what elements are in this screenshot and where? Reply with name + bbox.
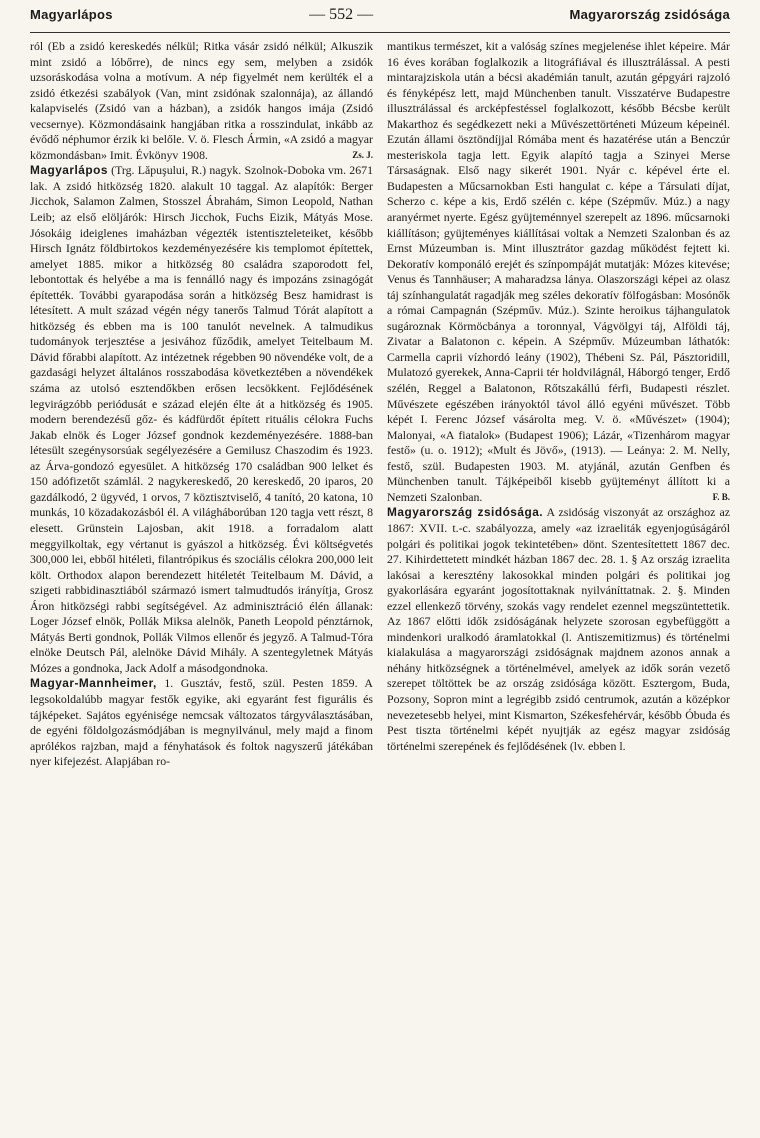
- entry-text: (Trg. Lăpuşului, R.) nagyk. Szolnok-Doboka vm. 2671 lak. A zsidó hitközség 1820. alakult 10 taggal. Az alapítók: Berger Jicchok, Salamon Zalmen, Stosszel Ábrahám, Simon Leopold, Nathan Leib; az első elöljárók: Hirsch Jicchok, Fuchs Eizik, Mátyás Mose. Jósokáig ideiglenes imaházban végezték istentiszteleteiket, később Hirsch Ignátz földbirtokos kezdeményezésére kis templomot építettek, amelyet 1885. mikor a hitközség 80 családra szaporodott fel, lebontottak és helyébe a ma is fennálló nagy és impozáns zsinagógát építették. További gyarapodása során a hitközség Besz hamidrast is létesített. A mult század végén négy tanerős Talmud Tórát alapított a hitközség és ebben ma is 100 tanulót nevelnek. A talmudikus tudományok terjesztése a jesivához fűződik, amelyet Teitelbaum M. Dávid főrabbi alapított. Az intézetnek régebben 90 növendéke volt, de a gazdasági helyzet általános rosszabodása következtében a növendékek száma az utolsó esztendőkben erősen lecsökkent. Fejlődésének legvirágzóbb periódusát e század elején élte át a hitközség és 1905. modern berendezésű gőz- és kádfürdőt épített rituális célokra Fuchs Jakab elnök és Loger József gondnok kezdeményezésére. 1888-ban létesült szegénysorsúak segélyezésére a Gemilusz Chaszodim és 1923. az Árva-gondozó egyesület. A hitközség 170 családban 900 lelket és 150 adófizetőt számlál. 2 nagykereskedő, 20 kereskedő, 20 iparos, 20 gazdálkodó, 2 ügyvéd, 1 orvos, 7 köztisztviselő, 4 tanító, 20 katona, 10 munkás, 10 közadakozásból él. A világháborúban 120 tagja vett részt, 8 elesett. Grünstein Lajosban, akit 1918. a forradalom alatt meggyilkoltak, egy vértanut is gyászol a hitközség. Évi költségvetés 300,000 lei, ebből hitéleti, filantrópikus és szociális célokra 200,000 leit költ. Orthodox alapon berendezett hitéletét Teitelbaum M. Dávid, a szigeti rabbidinasztiából származó ismert talmudtudós irányítja, Grosz Áron hitközségi rabbi segítségével. Az adminisztráció élén állanak: Loger József elnök, Pollák Miksa alelnök, Paneth Leopold pénztárnok, Mátyás Berti gondnok, Pollák Vilmos ellenőr és jegyző. A Talmud-Tóra elnöke Deutsch Pál, alelnöke Dávid Mihály. A szentegyletnek Mátyás Mózes a gondnoka, Jack Adolf a másodgondnoka.: [30, 163, 373, 675]
- header-right-headword: Magyarország zsidósága: [569, 7, 730, 22]
- entry-magyar-mannheimer: [30, 676, 373, 769]
- entry-headword: Magyar-Mannheimer,: [30, 676, 157, 691]
- right-column: [387, 39, 730, 770]
- entry-magyarorszag-zsidosaga: [387, 505, 730, 754]
- page-number: — 552 —: [309, 6, 374, 23]
- running-header: [30, 6, 730, 33]
- paragraph-mannheimer-continued: [387, 39, 730, 505]
- paragraph-text: mantikus természet, kit a valóság színes megjelenése ihlet képeire. Már 16 éves korában foglalkozik a litográfiával és illusztrálással. A pesti mintarajziskola után a bécsi akadémián tanult, azután gépgyári rajzoló és fényképész lett, majd Münchenben tanult. Visszatérve Budapestre illusztrálással és arcképfestéssel foglalkozott, később Bécsbe került Makarthoz és segédkezett neki a Művészettörténeti Múzeum képeinél. Ezután állami ösztöndíjjal Rómába ment és hazatérése után a Benczúr mesteriskola tagja lett. Egyik alapító tagja a Szinyei Merse Társaságnak. Első nagy sikerét 1901. Nyár c. képével érte el. Budapesten a Műcsarnokban Esti hangulat c. képe a Társulati díjat, Scherzo c. képe a kis, Erdő szélén c. képe (Szépműv. Múz.) a nagy aranyérmet nyerte. Egész gyüjteménnyel szerepelt az 1896. műcsarnoki kiállításon; gyüjteményes kiállításai voltak a Nemzeti Szalonban és az Ernst Múzeumban is. Mint illusztrátor gazdag működést fejtett ki. Dekoratív komponáló erejét és színpompáját mutatják: Mózes kitevése; Venus és Tannhäuser; A maharadzsa lánya. Olaszországi képei az olasz táj színhangulatát ragadják meg széles dekoratív fölfogásban: Mosónők a római Campagnán (Szépműv. Múz.). Szinte heroikus tájhangulatok sugároznak Körmöcbánya a toronnyal, Vágvölgyi táj, Alföldi táj, Zivatar a Balatonon c. képein. A Szépműv. Múzeumban láthatók: Carmella caprii vízhordó leány (1902), Thébeni Sz. Pál, Pásztoridill, Mulatozó gyerekek, Anna-Caprii tér holdvilágnál, Háborgó tenger, Erdő szélén, Reggel a Balatonon, Rőtszakállú férfi, Budapesti részlet. Művészete egészében irányoktól távol álló egyéni művészet. Több képét I. Ferenc József vásárolta meg. V. ö. «Művészet» (1904); Malonyai, «A fiatalok» (Budapest 1906); Lázár, «Tizenhárom magyar festő» (u. o. 1912); «Mult és Jövő», (1913). — Leánya: 2. M. Nelly, festő, szül. Budapesten 1903. M. atyjánál, azután Genfben és Münchenben tanult. Tájképeiből kisebb gyüjteményt állított ki a Nemzeti Szalonban.: [387, 39, 730, 504]
- entry-headword: Magyarlápos: [30, 163, 108, 178]
- paragraph-text: ról (Eb a zsidó kereskedés nélkül; Ritka vásár zsidó nélkül; Alkuszik mint zsidó a lóbőrre), de nincs egy sem, melyben a zsidók uzsoráskodása volna a motívum. A nép figyelmét nem kerülték el a zsidó étkezési szabályok (Van, mint zsidónak szalonnája), az állandó kalapviselés (Zsidó van a házban), a zsidók hangos imája (Zsidó vecsernye). Közmondásaink hangjában ritka a rosszindulat, inkább az évődő néphumor érzik ki belőle. V. ö. Flesch Ármin, «A zsidó a magyar közmondásban» Imit. Évkönyv 1908.: [30, 39, 373, 162]
- entry-text: 1. Gusztáv, festő, szül. Pesten 1859. A legsokoldalúbb magyar festők egyike, aki egyaránt fest figurális és tájképeket. Sajátos egyénisége nemcsak változatos tárgyválasztásában, de egyéni földolgozásmódjában is megnyilvánul, mely majd a finom aprólékos rajzban, majd a fényhatások és foltok nagyszerű játékában nyer kifejezést. Alapjában ro-: [30, 676, 373, 769]
- author-signature: Zs. J.: [352, 149, 373, 160]
- left-column: [30, 39, 373, 770]
- author-signature: F. B.: [712, 491, 730, 502]
- text-columns: [30, 39, 730, 770]
- paragraph-proverbs: [30, 39, 373, 163]
- entry-text: A zsidóság viszonyát az országhoz az 1867: XVII. t.-c. szabályozza, amely «az izraeliták egyenjogúságáról polgári és politikai jogok tekintetében» dönt. Szentesítettett 1867 dec. 27. Kihirdettetett mindkét házban 1867 dec. 28. 1. § Az ország izraelita lakósai a keresztény lakosokkal minden polgári és politikai jog gyakorlására egyaránt jogosítottaknak nyilváníttatnak. 2. §. Minden ezzel ellenkező törvény, szokás vagy rendelet ezennel megszüntettetik. Az 1867 előtti idők zsidóságának helyzete szorosan egybefüggött a mindenkori uralkodó áramlatokkal (l. Antiszemitizmus) és történelmi kialakulása a magyarországi zsidóságnak majdnem azonos annak a néhány hitközségnek a történelmével, amelyek az idők során vezető szerepet töltöttek be az ország zsidósága között. Esztergom, Buda, Pozsony, Sopron mint a legrégibb zsidó centrumok, azután a középkor nevezetesebb helyei, mint Kismarton, Székesfehérvár, később Óbuda és Pest tiszta történelmi képét nyujtják az egész magyar zsidóság történelmi szerepének és fejlődésének (lv. ebben l.: [387, 505, 730, 753]
- entry-magyarlapos: [30, 163, 373, 676]
- header-left-headword: Magyarlápos: [30, 7, 113, 22]
- entry-headword: Magyarország zsidósága.: [387, 505, 544, 520]
